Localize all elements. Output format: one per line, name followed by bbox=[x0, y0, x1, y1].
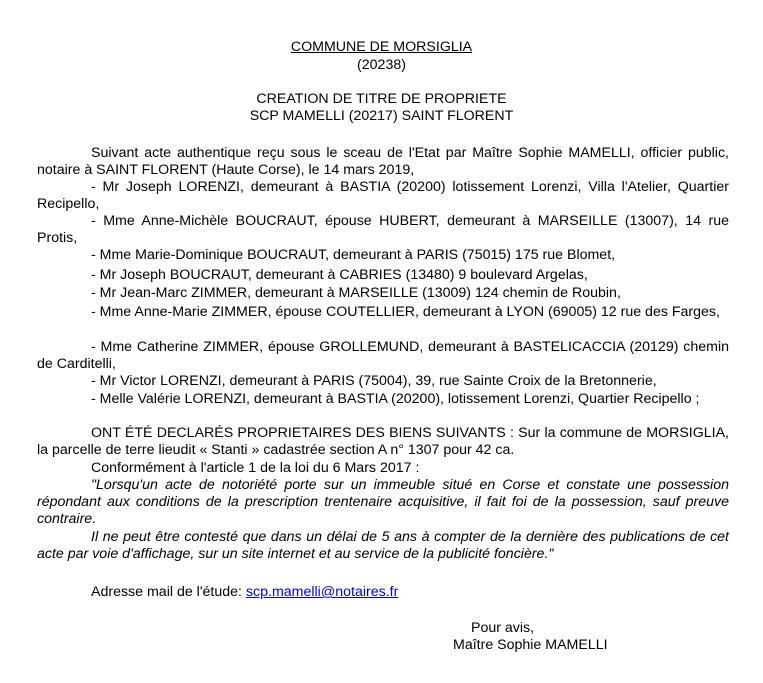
owner-item: - Mr Joseph LORENZI, demeurant à BASTIA (20200) lotissement Lorenzi, Villa l'Atelier, Quartier Recipello, bbox=[37, 179, 729, 212]
article-reference: Conformément à l'article 1 de la loi du 6 Mars 2017 : bbox=[91, 460, 420, 476]
owner-item: - Mme Catherine ZIMMER, épouse GROLLEMUND, demeurant à BASTELICACCIA (20129) chemin de Carditelli, bbox=[37, 339, 729, 372]
email-link[interactable]: scp.mamelli@notaires.fr bbox=[245, 584, 399, 600]
owner-item: - Mme Anne-Michèle BOUCRAUT, épouse HUBERT, demeurant à MARSEILLE (13007), 14 rue Protis, bbox=[37, 213, 729, 246]
signature-name: Maître Sophie MAMELLI bbox=[453, 637, 608, 653]
declaration-paragraph: ONT ÉTÉ DECLARÉS PROPRIETAIRES DES BIENS SUIVANTS : Sur la commune de MORSIGLIA, la parcelle de terre lieudit « Stanti » cadastrée section A n° 1307 pour 42 ca. bbox=[37, 425, 729, 458]
intro-paragraph: Suivant acte authentique reçu sous le sceau de l'Etat par Maître Sophie MAMELLI, officier public, notaire à SAINT FLORENT (Haute Corse), le 14 mars 2019, bbox=[37, 145, 729, 178]
email-label: Adresse mail de l'étude: bbox=[91, 584, 242, 600]
legal-quote-1: "Lorsqu'un acte de notoriété porte sur un immeuble situé en Corse et constate une possession répondant aux conditions de la prescription trentenaire acquisitive, il fait foi de la possession, sauf preuve contraire. bbox=[37, 477, 729, 527]
commune-code: (20238) bbox=[357, 57, 406, 73]
owner-item: - Melle Valérie LORENZI, demeurant à BASTIA (20200), lotissement Lorenzi, Quartier Recipello ; bbox=[91, 391, 700, 407]
owner-item: - Mr Victor LORENZI, demeurant à PARIS (75004), 39, rue Sainte Croix de la Bretonnerie, bbox=[91, 373, 657, 389]
signature-line-1: Pour avis, bbox=[471, 620, 535, 636]
document-title: CREATION DE TITRE DE PROPRIETE bbox=[256, 91, 507, 107]
notary-office: SCP MAMELLI (20217) SAINT FLORENT bbox=[249, 108, 514, 124]
commune-title: COMMUNE DE MORSIGLIA bbox=[290, 39, 473, 55]
owner-item: - Mme Marie-Dominique BOUCRAUT, demeurant à PARIS (75015) 175 rue Blomet, bbox=[91, 247, 616, 263]
contact-line bbox=[91, 584, 398, 600]
owner-item: - Mme Anne-Marie ZIMMER, épouse COUTELLIER, demeurant à LYON (69005) 12 rue des Farges, bbox=[91, 304, 720, 320]
owner-item: - Mr Joseph BOUCRAUT, demeurant à CABRIES (13480) 9 boulevard Argelas, bbox=[91, 267, 588, 283]
legal-quote-2: Il ne peut être contesté que dans un délai de 5 ans à compter de la dernière des publications de cet acte par voie d'affichage, sur un site internet et au service de la publicité foncière." bbox=[37, 529, 729, 562]
owner-item: - Mr Jean-Marc ZIMMER, demeurant à MARSEILLE (13009) 124 chemin de Roubin, bbox=[91, 285, 621, 301]
